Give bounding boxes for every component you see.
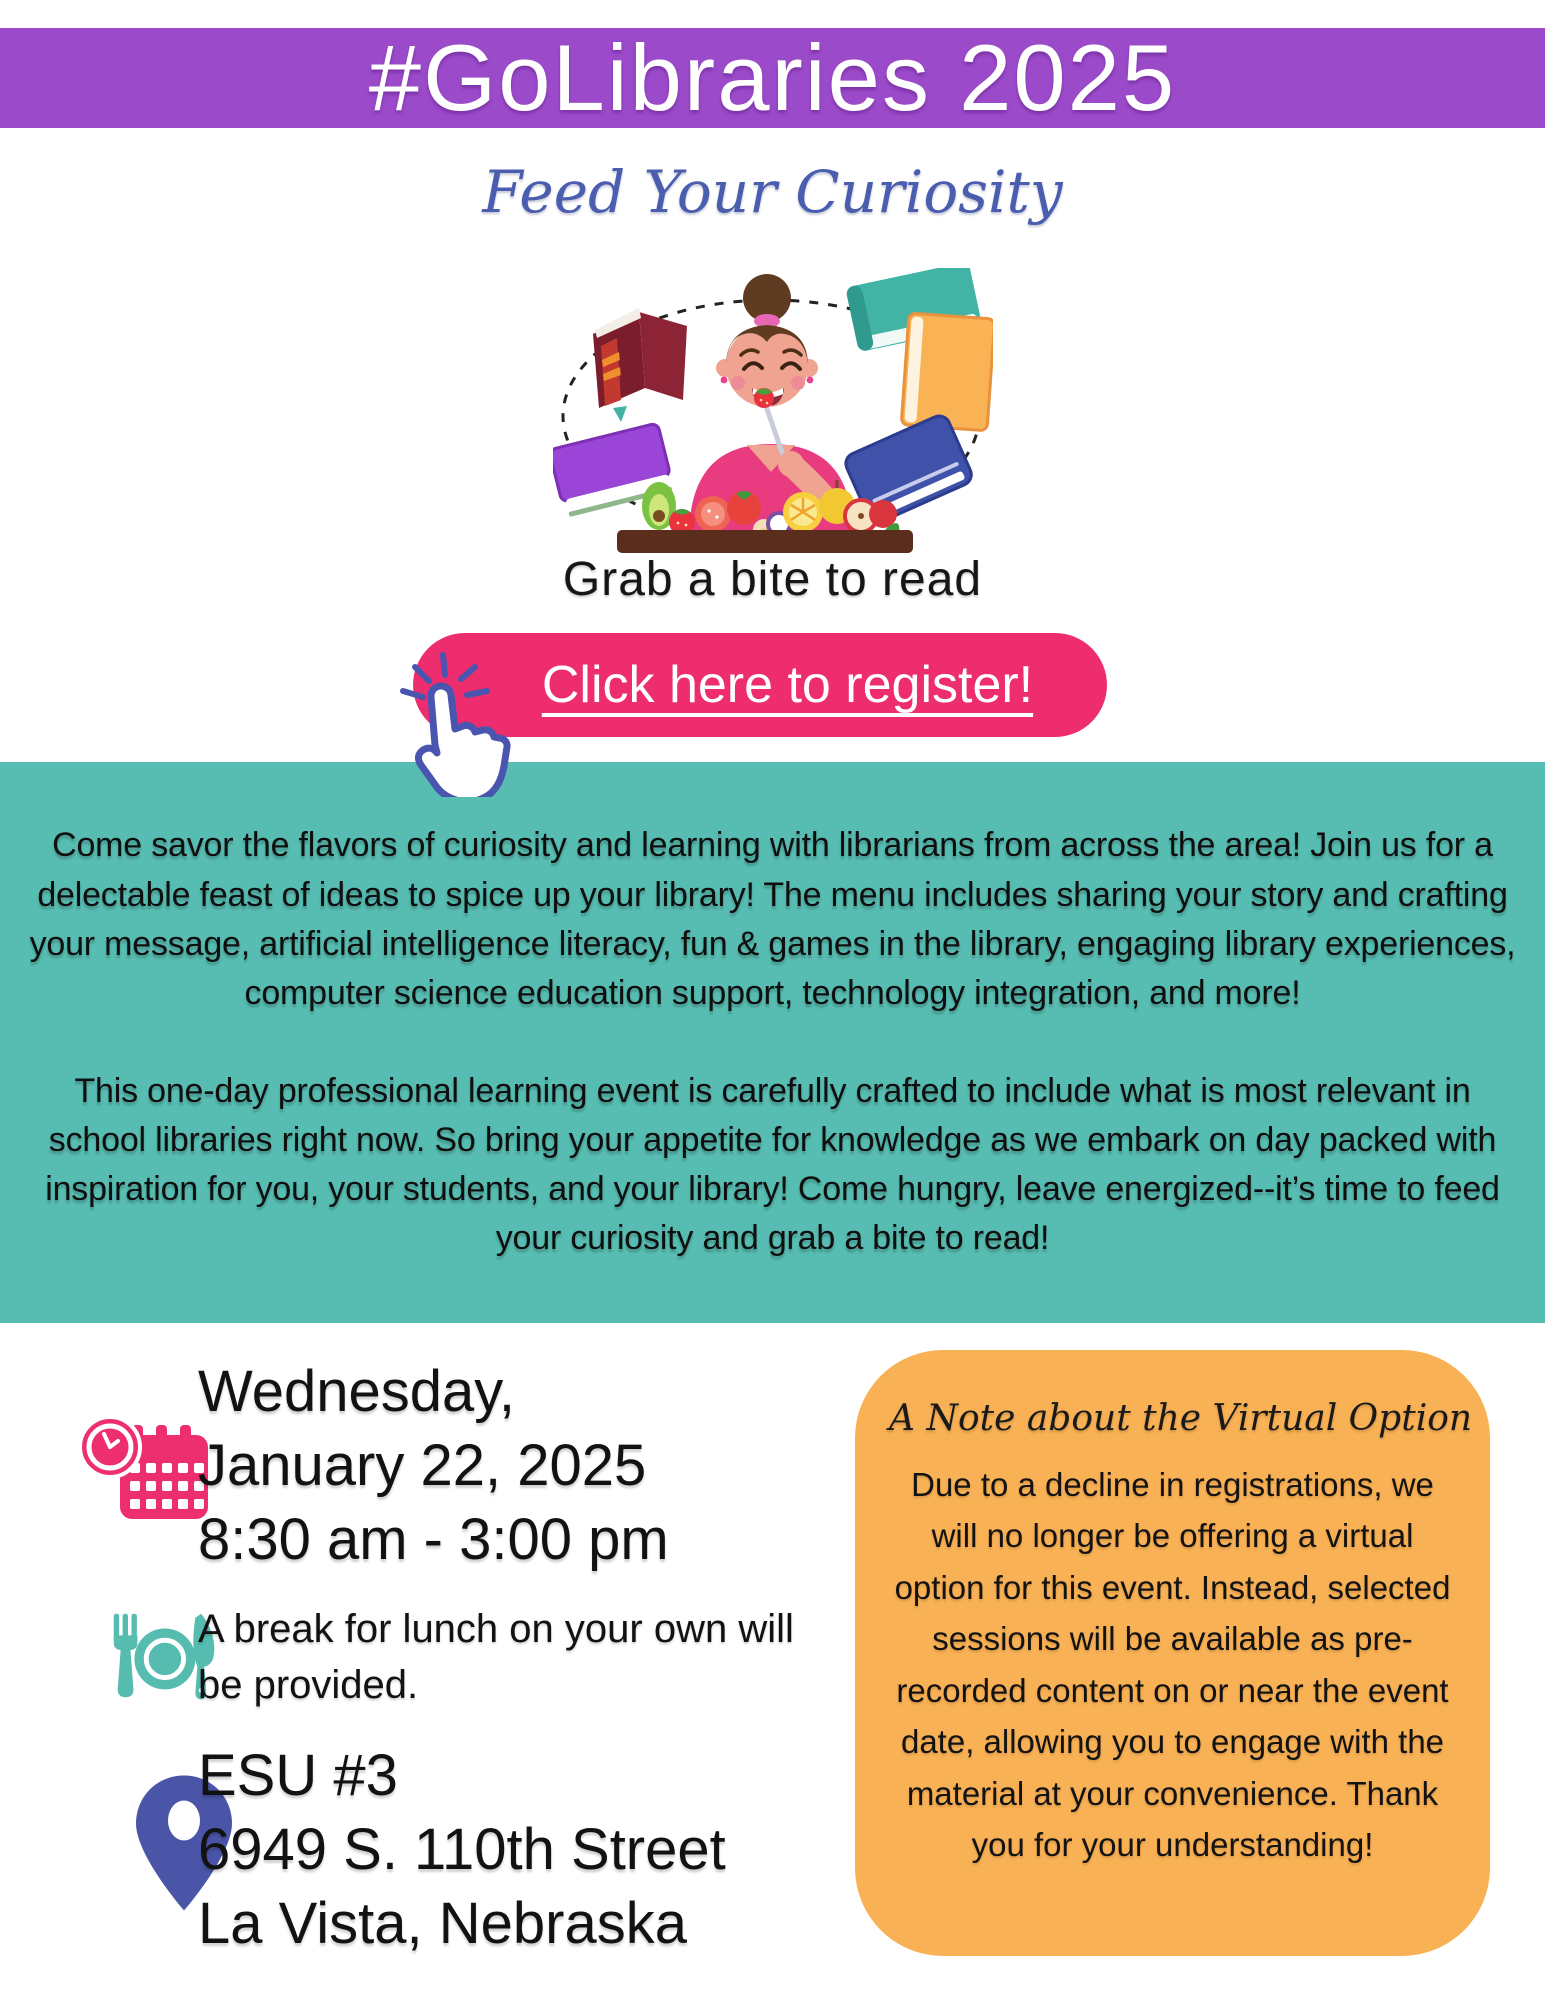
lunch-text: A break for lunch on your own will be provided.	[198, 1607, 794, 1707]
table-illustration	[617, 530, 913, 553]
tagline: Grab a bite to read	[562, 553, 983, 606]
intro-section	[0, 762, 1545, 1323]
schedule-day: Wednesday,	[198, 1359, 516, 1424]
virtual-note-title: A Note about the Virtual Option	[889, 1398, 1473, 1439]
open-book-icon	[593, 308, 687, 422]
orange-book-icon	[901, 313, 993, 431]
calendar-clock-icon	[78, 1409, 210, 1523]
script-title: Feed Your Curiosity	[482, 158, 1063, 226]
banner-title: #GoLibraries 2025	[368, 25, 1177, 130]
intro-paragraph-2: This one-day professional learning event is carefully crafted to include what is most relevant in school libraries right now. So bring your appetite for knowledge as we embark on day packed with inspiration for you, your students, and your library! Come hungry, leave energized--it’s time to feed your curiosity and grab a bite to read!	[45, 1071, 1500, 1258]
virtual-note-body: Due to a decline in registrations, we will no longer be offering a virtual option for this event. Instead, selected sessions will be available as pre-recorded content on or near the event date, allowing you to engage with the material at your convenience. Thank you for your understanding!	[894, 1466, 1451, 1864]
details-section	[0, 1323, 1545, 2000]
location-text	[198, 1739, 726, 1961]
location-city: La Vista, Nebraska	[198, 1891, 687, 1956]
register-area	[413, 633, 1107, 737]
schedule-text	[198, 1355, 669, 1577]
virtual-note-card	[855, 1350, 1490, 1956]
feed-your-curiosity-illustration	[553, 268, 993, 558]
intro-paragraph-1: Come savor the flavors of curiosity and learning with librarians from across the area! Join us for a delectable feast of ideas to spice up your library! The menu includes sharing your story and crafting your message, artificial intelligence literacy, fun & games in the library, engaging library experiences, computer science education support, technology integration, and more!	[29, 826, 1516, 1013]
register-button[interactable]	[413, 633, 1107, 737]
location-name: ESU #3	[198, 1743, 398, 1808]
schedule-date: January 22, 2025	[198, 1433, 647, 1498]
location-street: 6949 S. 110th Street	[198, 1817, 726, 1882]
schedule-time: 8:30 am - 3:00 pm	[198, 1507, 669, 1572]
top-banner	[0, 25, 1545, 130]
register-label: Click here to register!	[541, 656, 1034, 714]
